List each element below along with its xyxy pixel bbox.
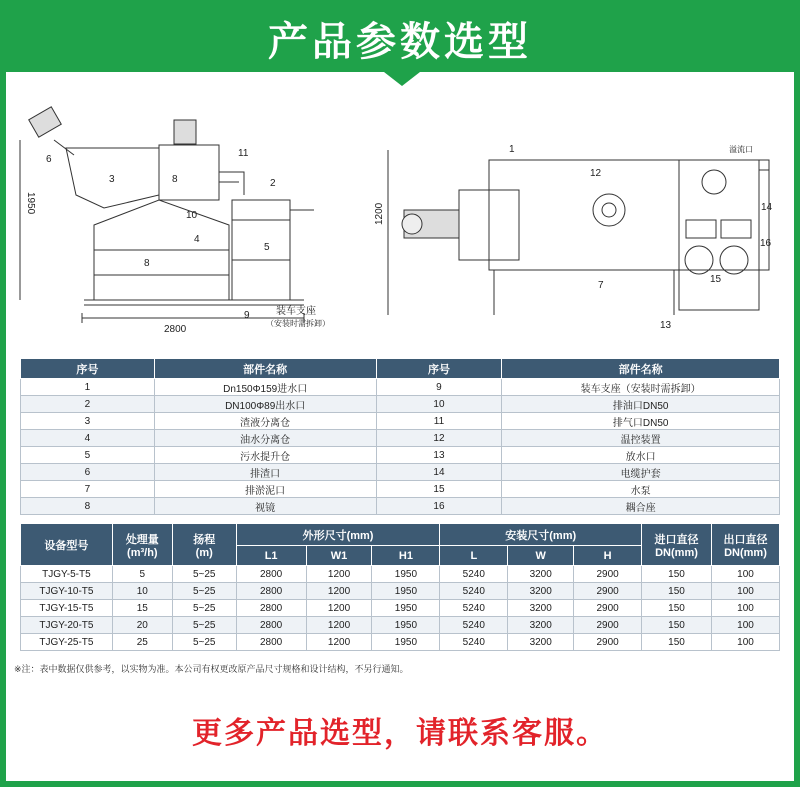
cell: 15 — [376, 481, 502, 498]
cell: 150 — [642, 617, 712, 634]
spec-header-inlet — [642, 524, 712, 566]
spec-sub-h: H — [574, 546, 642, 566]
cell: 16 — [376, 498, 502, 515]
table-row — [21, 583, 780, 600]
cell: 6 — [21, 464, 155, 481]
cell: 1950 — [372, 617, 440, 634]
table-row — [21, 430, 780, 447]
cell: 2900 — [574, 617, 642, 634]
cell: 水泵 — [502, 481, 780, 498]
cell: 装车支座（安装时需拆卸） — [502, 379, 780, 396]
cell: 2900 — [574, 600, 642, 617]
cell: 3200 — [508, 583, 574, 600]
cell: 排淤泥口 — [154, 481, 376, 498]
cell: 100 — [711, 600, 779, 617]
cell: 5 — [21, 447, 155, 464]
cell: 7 — [21, 481, 155, 498]
cell: 5240 — [440, 583, 508, 600]
contact-cta: 更多产品选型，请联系客服。 — [192, 716, 608, 751]
cell: 耦合座 — [502, 498, 780, 515]
spec-sub-h1: H1 — [372, 546, 440, 566]
spec-sub-l: L — [440, 546, 508, 566]
parts-header-row — [21, 359, 780, 379]
cell: 2900 — [574, 634, 642, 651]
cell: DN100Φ89出水口 — [154, 396, 376, 413]
side-elevation-drawing — [14, 100, 334, 340]
cell: 温控装置 — [502, 430, 780, 447]
callout-2: 2 — [270, 178, 276, 189]
cell: 1200 — [306, 617, 372, 634]
callout-3: 3 — [109, 174, 115, 185]
cell: 3200 — [508, 617, 574, 634]
footnote: ※注：表中数据仅供参考，以实物为准。本公司有权更改原产品尺寸规格和设计结构，不另行通知。 — [14, 665, 409, 675]
table-row — [21, 413, 780, 430]
parts-header-name-1: 部件名称 — [154, 359, 376, 379]
table-row — [21, 447, 780, 464]
cell: 1 — [21, 379, 155, 396]
spec-header-head-label: 扬程 — [193, 533, 216, 546]
support-label-2: （安装时需拆卸） — [266, 319, 330, 328]
cell: 5~25 — [172, 600, 236, 617]
cell: 5240 — [440, 634, 508, 651]
cell: 1200 — [306, 600, 372, 617]
cell: 5240 — [440, 566, 508, 583]
cell: 1950 — [372, 566, 440, 583]
cell: 3200 — [508, 600, 574, 617]
callout-4: 4 — [194, 234, 200, 245]
cell: 1200 — [306, 566, 372, 583]
callout-10: 10 — [186, 210, 198, 221]
cell: 8 — [21, 498, 155, 515]
callout-12: 12 — [590, 168, 602, 179]
cell: 油水分离仓 — [154, 430, 376, 447]
spec-header-head-unit: (m) — [195, 546, 213, 559]
cell: 20 — [112, 617, 172, 634]
parts-table — [20, 358, 780, 515]
table-row — [21, 464, 780, 481]
callout-14: 14 — [761, 202, 773, 213]
dim-height-1950: 1950 — [25, 192, 36, 215]
spec-header-capacity-label: 处理量 — [125, 533, 159, 546]
cell: 排渣口 — [154, 464, 376, 481]
cell: 渣液分离仓 — [154, 413, 376, 430]
spec-header-row — [21, 524, 780, 546]
callout-15: 15 — [710, 274, 722, 285]
front-elevation-drawing — [374, 130, 784, 340]
cell: 电缆护套 — [502, 464, 780, 481]
cell: 1200 — [306, 634, 372, 651]
cell: TJGY-25-T5 — [21, 634, 113, 651]
cell: 100 — [711, 634, 779, 651]
dim-width-2800: 2800 — [164, 324, 187, 335]
callout-1: 1 — [509, 144, 515, 155]
spec-header-outer: 外形尺寸(mm) — [236, 524, 440, 546]
cell: TJGY-5-T5 — [21, 566, 113, 583]
callout-13: 13 — [660, 320, 672, 331]
cell: 15 — [112, 600, 172, 617]
cell: Dn150Φ159进水口 — [154, 379, 376, 396]
callout-8-bottom: 8 — [144, 258, 150, 269]
table-row — [21, 396, 780, 413]
cell: 100 — [711, 566, 779, 583]
parts-header-no-2: 序号 — [376, 359, 502, 379]
cell: 2800 — [236, 634, 306, 651]
spec-header-outlet-unit: DN(mm) — [724, 546, 767, 559]
cell: 5~25 — [172, 566, 236, 583]
cell: 3200 — [508, 634, 574, 651]
table-row — [21, 498, 780, 515]
cell: 2800 — [236, 566, 306, 583]
spec-header-head — [172, 524, 236, 566]
cell: 11 — [376, 413, 502, 430]
spec-header-model: 设备型号 — [21, 524, 113, 566]
spec-header-outlet-label: 出口直径 — [723, 533, 768, 546]
cell: 视镜 — [154, 498, 376, 515]
callout-8-top: 8 — [172, 174, 178, 185]
cell: 2800 — [236, 617, 306, 634]
cell: 150 — [642, 634, 712, 651]
cell: 10 — [112, 583, 172, 600]
table-row — [21, 617, 780, 634]
cell: 2900 — [574, 583, 642, 600]
dim-height-1200: 1200 — [374, 202, 385, 225]
callout-6: 6 — [46, 154, 52, 165]
cell: 1200 — [306, 583, 372, 600]
cell: 3 — [21, 413, 155, 430]
cell: 3200 — [508, 566, 574, 583]
callout-16: 16 — [760, 238, 772, 249]
cell: 1950 — [372, 634, 440, 651]
cell: 排油口DN50 — [502, 396, 780, 413]
parts-header-no-1: 序号 — [21, 359, 155, 379]
spec-sub-l1: L1 — [236, 546, 306, 566]
cell: 放水口 — [502, 447, 780, 464]
cell: 12 — [376, 430, 502, 447]
cell: 100 — [711, 617, 779, 634]
cell: 13 — [376, 447, 502, 464]
support-label-1: 装车支座 — [276, 306, 316, 317]
cell: 5~25 — [172, 634, 236, 651]
cell: TJGY-15-T5 — [21, 600, 113, 617]
callout-11: 11 — [238, 148, 249, 159]
table-row — [21, 481, 780, 498]
cell: 2900 — [574, 566, 642, 583]
callout-5: 5 — [264, 242, 270, 253]
cell: 150 — [642, 583, 712, 600]
front-elevation-svg — [374, 130, 784, 340]
spec-sub-w1: W1 — [306, 546, 372, 566]
spec-header-outlet — [711, 524, 779, 566]
cell: 2800 — [236, 583, 306, 600]
spec-table-body — [21, 566, 780, 651]
spec-header-install: 安装尺寸(mm) — [440, 524, 642, 546]
table-row — [21, 566, 780, 583]
overflow-label: 溢流口 — [729, 145, 753, 154]
banner-notch — [384, 72, 420, 86]
cell: 4 — [21, 430, 155, 447]
cell: 25 — [112, 634, 172, 651]
callout-9: 9 — [244, 310, 250, 321]
cell: 1950 — [372, 583, 440, 600]
table-row — [21, 600, 780, 617]
cell: 150 — [642, 600, 712, 617]
cell: 排气口DN50 — [502, 413, 780, 430]
spec-header-capacity — [112, 524, 172, 566]
table-row — [21, 634, 780, 651]
cell: 2 — [21, 396, 155, 413]
cell: 10 — [376, 396, 502, 413]
header-banner — [0, 0, 800, 72]
spec-table — [20, 523, 780, 651]
cell: TJGY-20-T5 — [21, 617, 113, 634]
callout-7: 7 — [598, 280, 604, 291]
spec-sub-w: W — [508, 546, 574, 566]
cell: 100 — [711, 583, 779, 600]
cell: 污水提升仓 — [154, 447, 376, 464]
side-elevation-svg — [14, 100, 334, 340]
cell: 14 — [376, 464, 502, 481]
cell: 150 — [642, 566, 712, 583]
table-row — [21, 379, 780, 396]
cell: 5240 — [440, 600, 508, 617]
page-title: 产品参数选型 — [268, 19, 532, 65]
cell: 9 — [376, 379, 502, 396]
cell: 5240 — [440, 617, 508, 634]
cell: 1950 — [372, 600, 440, 617]
cell: 2800 — [236, 600, 306, 617]
cell: 5~25 — [172, 583, 236, 600]
cell: 5 — [112, 566, 172, 583]
spec-header-inlet-label: 进口直径 — [654, 533, 699, 546]
spec-header-capacity-unit: (m³/h) — [127, 546, 158, 559]
spec-header-inlet-unit: DN(mm) — [655, 546, 698, 559]
cell: 5~25 — [172, 617, 236, 634]
cell: TJGY-10-T5 — [21, 583, 113, 600]
parts-header-name-2: 部件名称 — [502, 359, 780, 379]
